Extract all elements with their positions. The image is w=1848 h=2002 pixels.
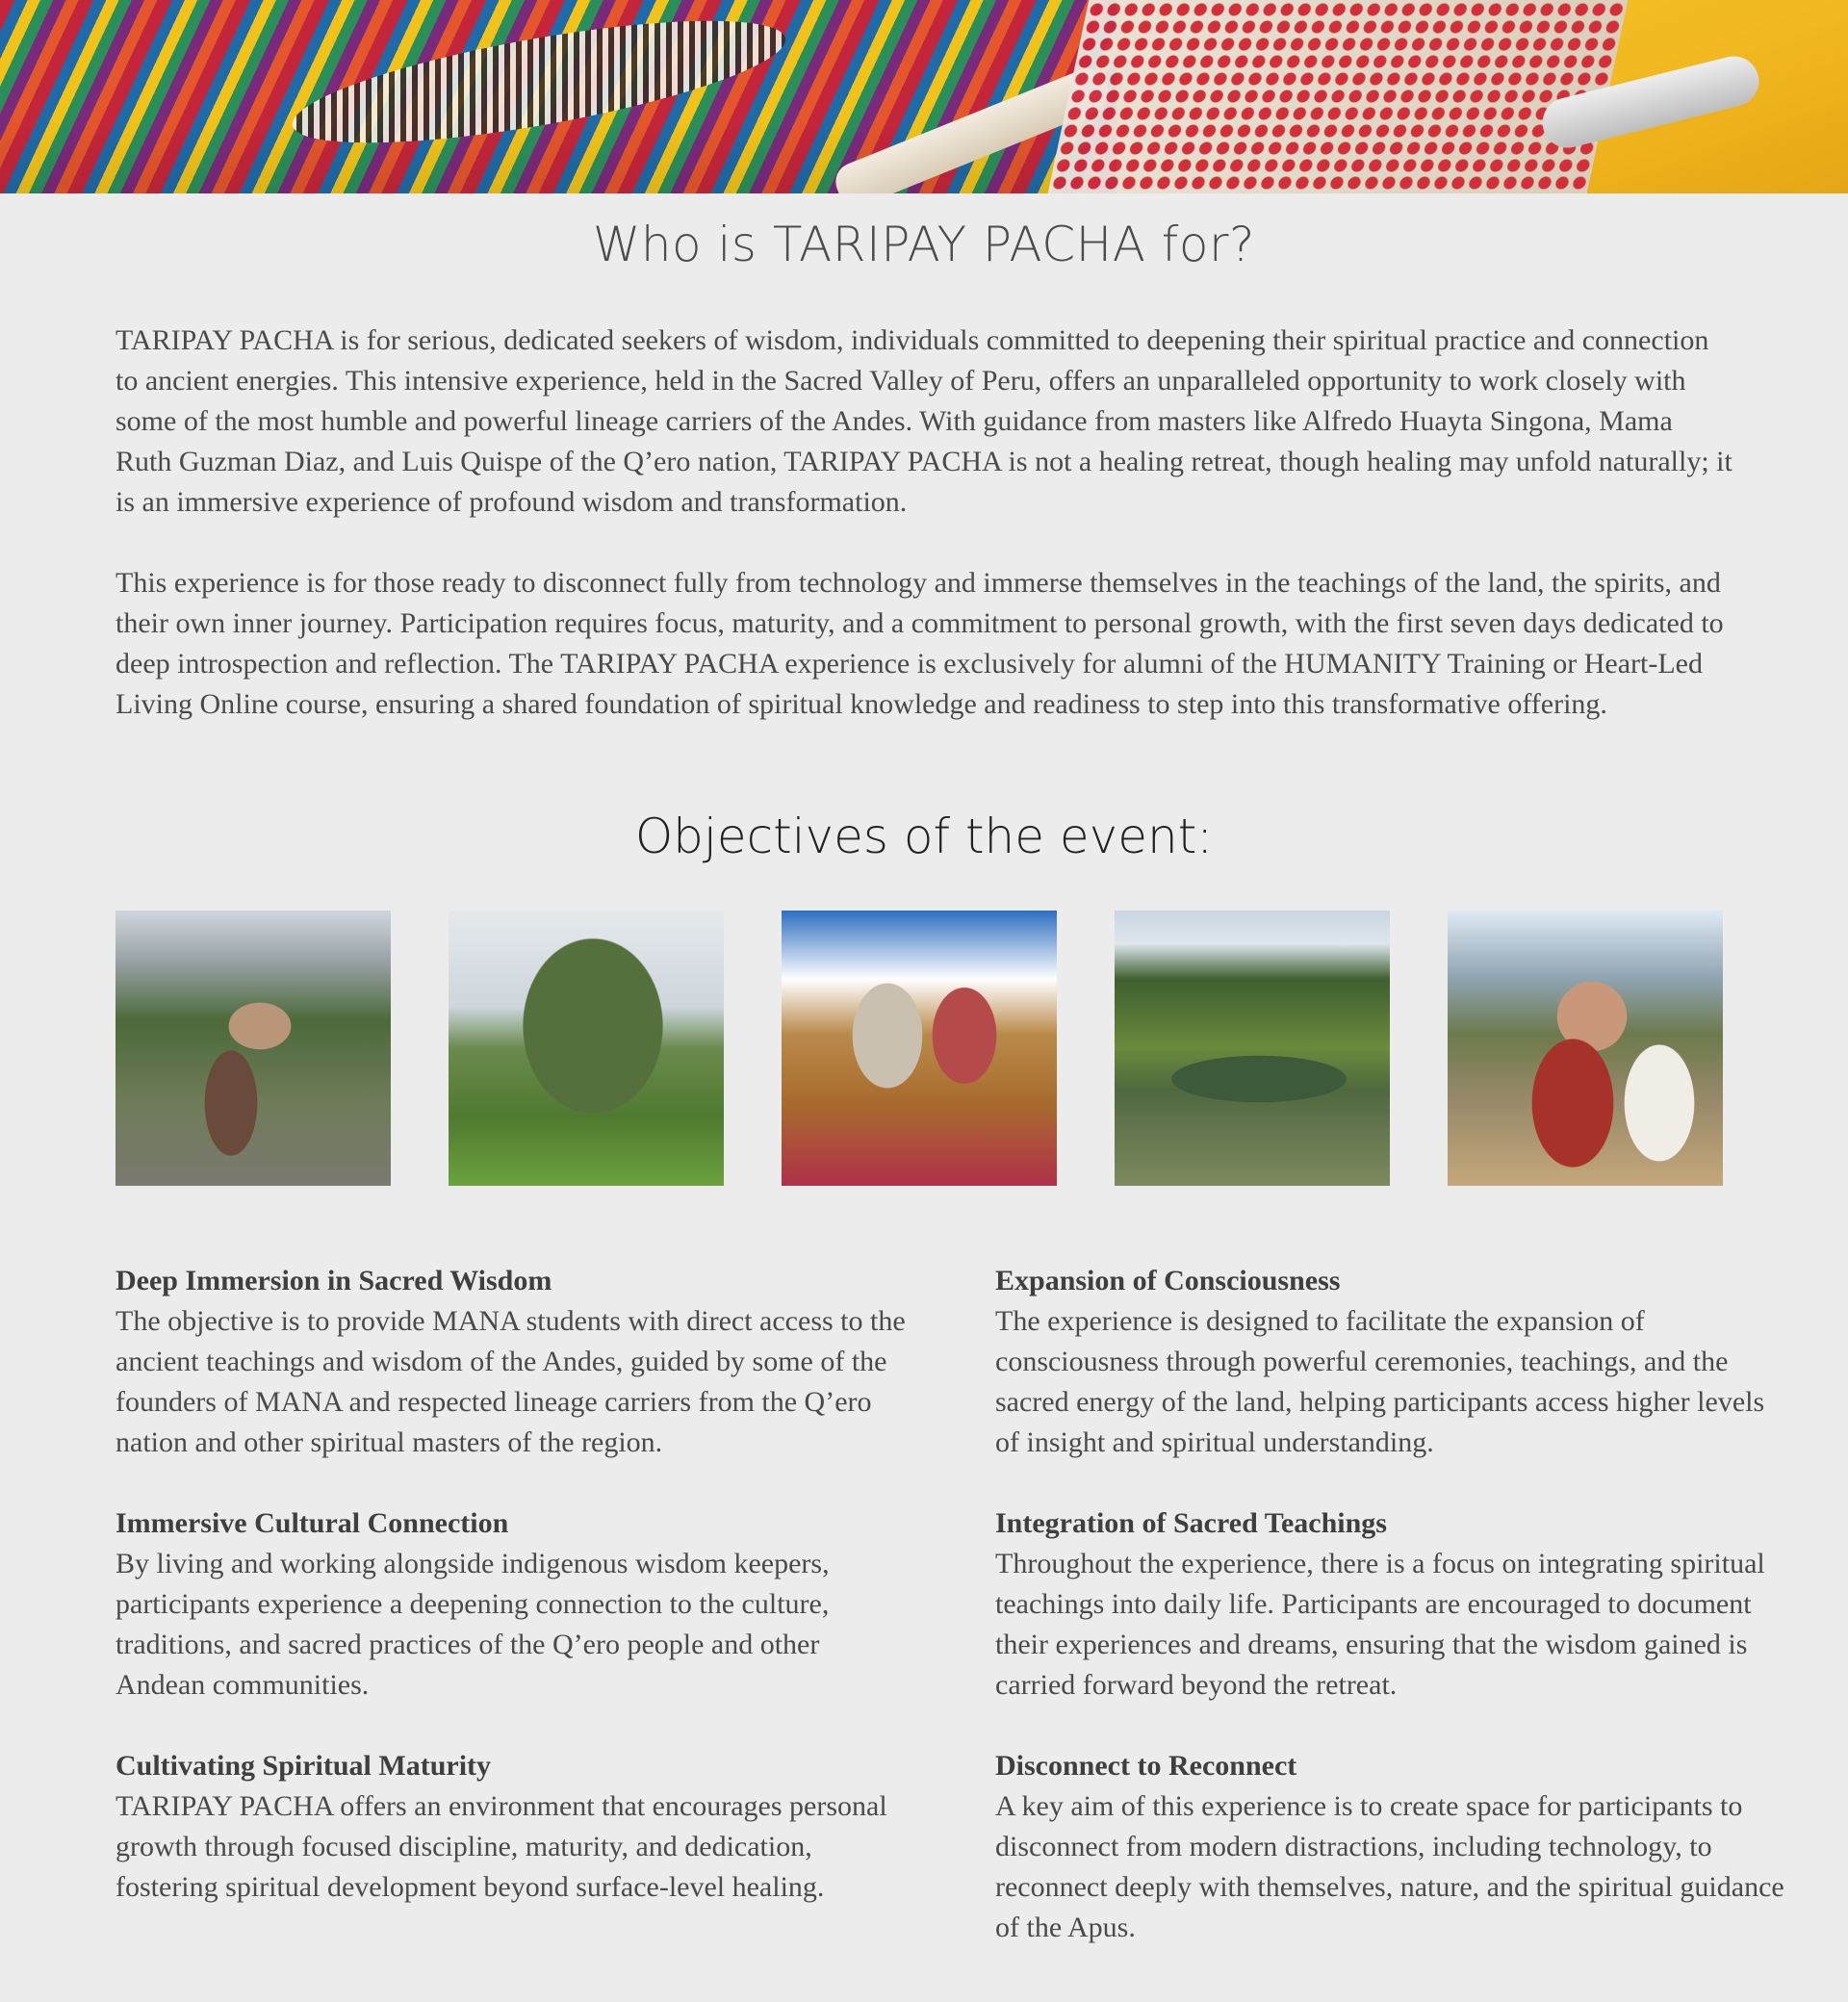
objective-item	[116, 1503, 914, 1706]
gallery-photo-mountain-lake[interactable]	[1115, 911, 1390, 1186]
objective-text: Throughout the experience, there is a focus on integrating spiritual teachings into daily life. Participants are encouraged to document their experiences and dreams, ensuring that the wisdom gained is carried forward beyond the retreat.	[995, 1548, 1765, 1701]
objective-heading: Deep Immersion in Sacred Wisdom	[116, 1265, 552, 1296]
objective-text: TARIPAY PACHA offers an environment that encourages personal growth through focused discipline, maturity, and dedication, fostering spiritual development beyond surface-level healing.	[116, 1790, 887, 1903]
objective-heading: Disconnect to Reconnect	[995, 1750, 1297, 1782]
objective-item	[995, 1746, 1794, 1948]
hero-beaded-bracelet	[1048, 0, 1629, 193]
objective-item	[116, 1746, 914, 1908]
objective-item	[116, 1261, 914, 1463]
objective-text: The objective is to provide MANA students with direct access to the ancient teachings and wisdom of the Andes, guided by some of the founders of MANA and respected lineage carriers from the Q’ero nation and other spiritual masters of the region.	[116, 1305, 906, 1458]
objectives-section-title: Objectives of the event:	[634, 808, 1214, 864]
objective-item	[995, 1503, 1794, 1706]
objective-text: The experience is designed to facilitate the expansion of consciousness through powerful ceremonies, teachings, and the sacred energy of the land, helping participants access higher levels of insight and spiritual understanding.	[995, 1305, 1765, 1458]
objective-item	[995, 1261, 1794, 1463]
objective-text: A key aim of this experience is to create space for participants to disconnect from modern distractions, including technology, to reconnect deeply with themselves, nature, and the spiritual guidance of the Apus.	[995, 1790, 1784, 1943]
objective-text: By living and working alongside indigenous wisdom keepers, participants experience a deepening connection to the culture, traditions, and sacred practices of the Q’ero people and other Andean communities.	[116, 1548, 830, 1701]
hero-feather	[285, 0, 793, 167]
objective-heading: Expansion of Consciousness	[995, 1265, 1341, 1296]
who-section-title: Who is TARIPAY PACHA for?	[592, 217, 1256, 272]
objective-heading: Immersive Cultural Connection	[116, 1507, 509, 1539]
hero-banner-image	[0, 0, 1848, 193]
photo-gallery	[0, 911, 1848, 1186]
gallery-photo-two-women[interactable]	[1448, 911, 1723, 1186]
who-paragraph-2: This experience is for those ready to disconnect fully from technology and immerse themselves in the teachings of the land, the spirits, and their own inner journey. Participation requires focus, maturity, and a commitment to personal growth, with the first seven days dedicated to deep introspection and reflection. The TARIPAY PACHA experience is exclusively for alumni of the HUMANITY Training or Heart-Led Living Online course, ensuring a shared foundation of spiritual knowledge and readiness to step into this transformative offering.	[116, 567, 1724, 720]
objective-heading: Integration of Sacred Teachings	[995, 1507, 1387, 1539]
gallery-photo-group-hike[interactable]	[116, 911, 391, 1186]
objective-heading: Cultivating Spiritual Maturity	[116, 1750, 492, 1782]
gallery-photo-ceremony[interactable]	[782, 911, 1057, 1186]
who-paragraph-1: TARIPAY PACHA is for serious, dedicated seekers of wisdom, individuals committed to deepening their spiritual practice and connection to ancient energies. This intensive experience, held in the Sacred Valley of Peru, offers an unparalleled opportunity to work closely with some of the most humble and powerful lineage carriers of the Andes. With guidance from masters like Alfredo Huayta Singona, Mama Ruth Guzman Diaz, and Luis Quispe of the Q’ero nation, TARIPAY PACHA is not a healing retreat, though healing may unfold naturally; it is an immersive experience of profound wisdom and transformation.	[116, 324, 1732, 518]
gallery-photo-mountain-peak[interactable]	[449, 911, 724, 1186]
